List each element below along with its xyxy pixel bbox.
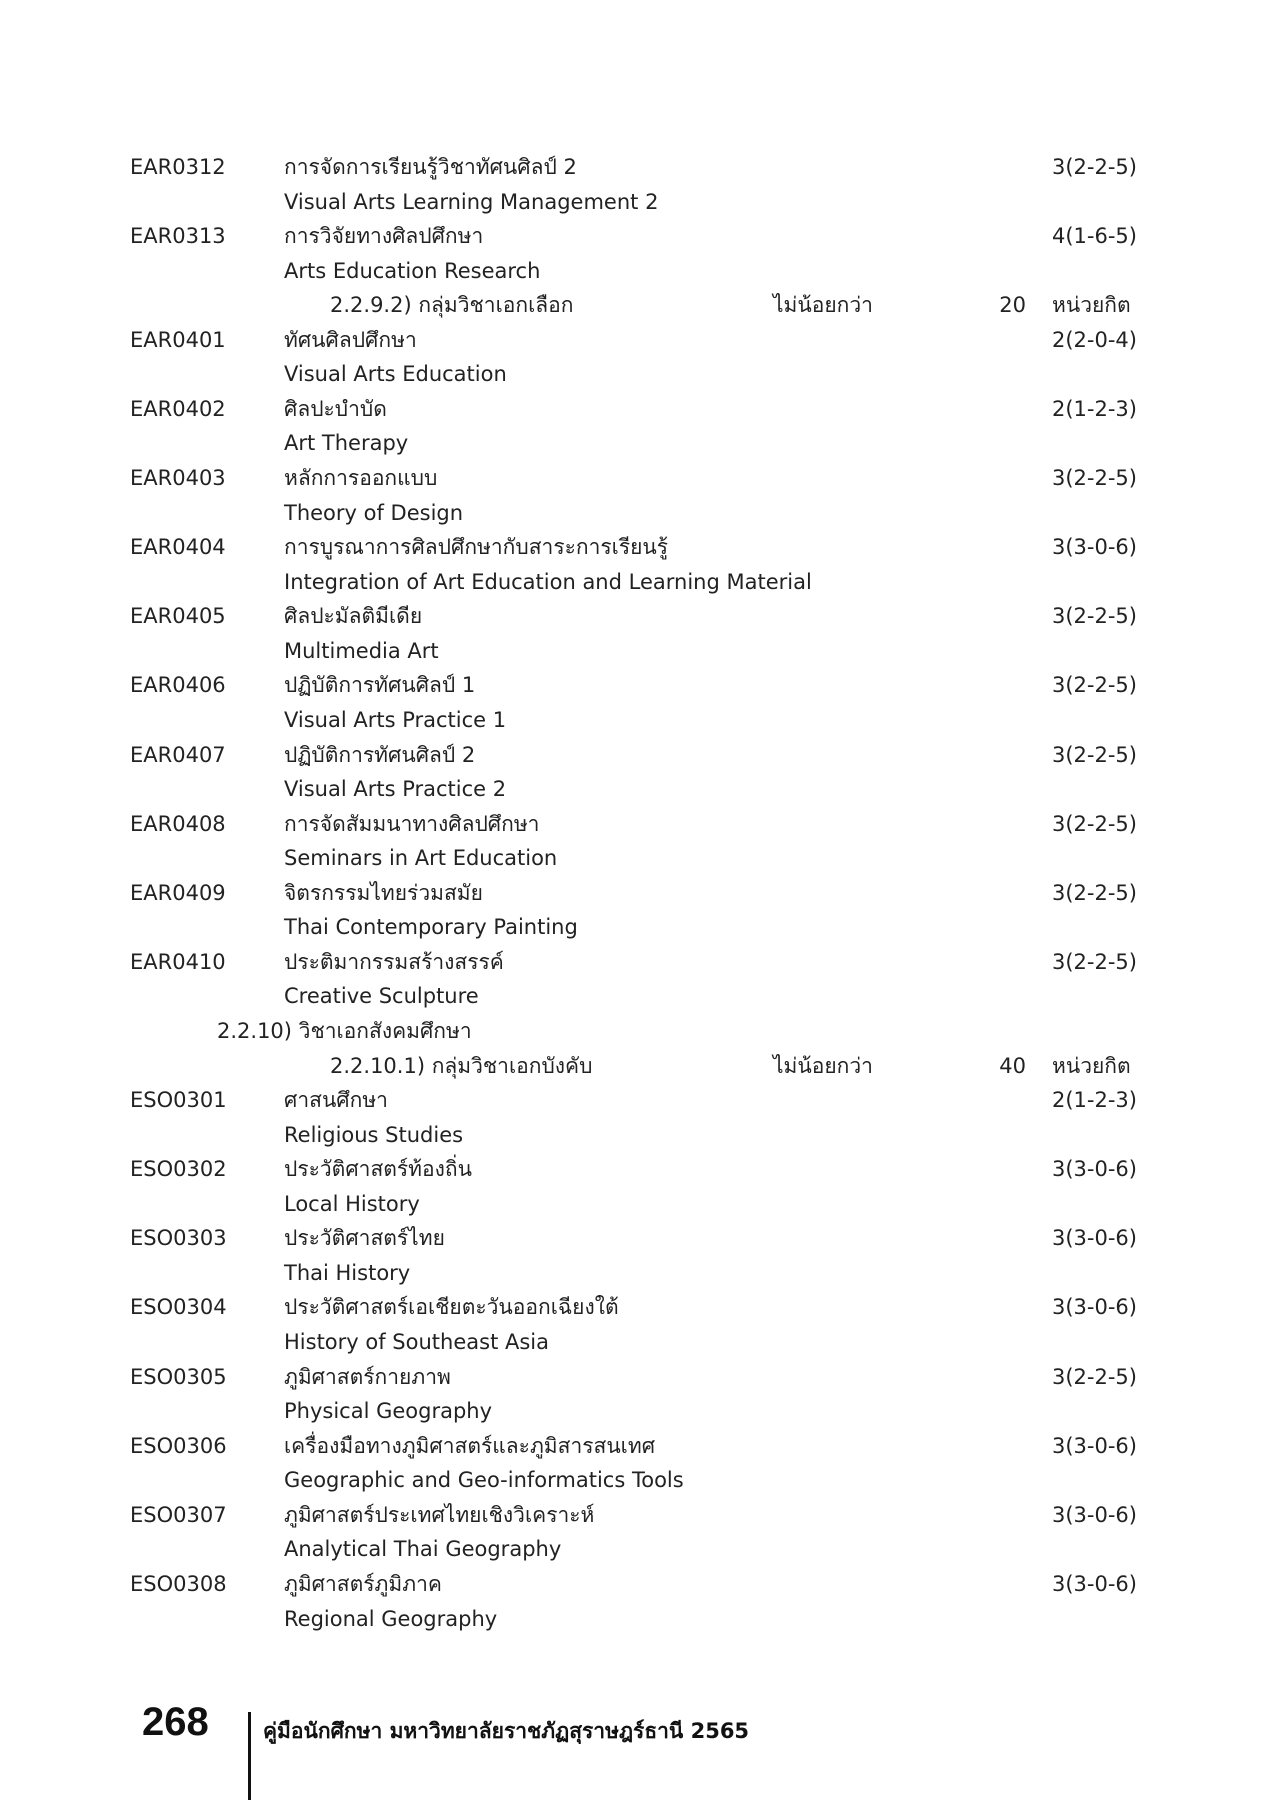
section-row (0, 1014, 1267, 1048)
course-credits: 3(2-2-5) (1052, 466, 1137, 491)
eng-row (0, 634, 1267, 668)
eng-row (0, 703, 1267, 737)
course-credits: 3(3-0-6) (1052, 1157, 1137, 1182)
course-name-thai: ประวัติศาสตร์ท้องถิ่น (284, 1157, 472, 1182)
eng-row (0, 426, 1267, 460)
course-credits: 3(3-0-6) (1052, 1433, 1137, 1458)
course-code: EAR0405 (130, 604, 226, 629)
course-name-english: Theory of Design (284, 500, 464, 525)
course-row (0, 945, 1267, 979)
section-heading: 2.2.10) วิชาเอกสังคมศึกษา (217, 1019, 472, 1043)
course-credits: 4(1-6-5) (1052, 224, 1137, 249)
course-row (0, 1221, 1267, 1255)
course-name-english: Creative Sculpture (284, 984, 479, 1009)
course-name-thai: ภูมิศาสตร์กายภาพ (284, 1364, 451, 1389)
group-label: 2.2.9.2) กลุ่มวิชาเอกเลือก (330, 293, 574, 318)
course-code: EAR0404 (130, 535, 226, 560)
eng-row (0, 496, 1267, 530)
group-credit-count: 20 (999, 293, 1026, 318)
group-minimum-label: ไม่น้อยกว่า (773, 1053, 873, 1078)
course-code: ESO0306 (130, 1433, 227, 1458)
course-name-thai: ปฏิบัติการทัศนศิลป์ 1 (284, 673, 476, 698)
course-code: ESO0302 (130, 1157, 227, 1182)
course-code: EAR0406 (130, 673, 226, 698)
course-row (0, 599, 1267, 633)
course-row (0, 392, 1267, 426)
course-name-thai: การจัดสัมมนาทางศิลปศึกษา (284, 811, 540, 836)
eng-row (0, 1463, 1267, 1497)
course-credits: 3(3-0-6) (1052, 535, 1137, 560)
course-code: EAR0408 (130, 811, 226, 836)
course-code: EAR0312 (130, 155, 226, 179)
eng-row (0, 1532, 1267, 1566)
course-name-thai: เครื่องมือทางภูมิศาสตร์และภูมิสารสนเทศ (284, 1433, 656, 1458)
course-credits: 3(2-2-5) (1052, 811, 1137, 836)
course-name-thai: การบูรณาการศิลปศึกษากับสาระการเรียนรู้ (284, 535, 669, 560)
course-name-english: Visual Arts Education (284, 362, 507, 387)
course-name-english: History of Southeast Asia (284, 1330, 549, 1355)
course-row (0, 1152, 1267, 1186)
course-row (0, 461, 1267, 495)
course-name-thai: ประวัติศาสตร์ไทย (284, 1226, 445, 1251)
course-name-thai: ภูมิศาสตร์ภูมิภาค (284, 1571, 442, 1596)
eng-row (0, 841, 1267, 875)
eng-row (0, 1394, 1267, 1428)
course-row (0, 1360, 1267, 1394)
course-row (0, 876, 1267, 910)
group-minimum-label: ไม่น้อยกว่า (773, 293, 873, 318)
course-row (0, 219, 1267, 253)
course-name-english: Visual Arts Practice 1 (284, 707, 507, 732)
course-row (0, 150, 1267, 184)
eng-row (0, 772, 1267, 806)
eng-row (0, 357, 1267, 391)
course-row (0, 1290, 1267, 1324)
course-name-english: Arts Education Research (284, 258, 541, 283)
course-code: EAR0313 (130, 224, 226, 249)
course-credits: 3(2-2-5) (1052, 742, 1137, 767)
eng-row (0, 1256, 1267, 1290)
course-name-english: Multimedia Art (284, 638, 439, 663)
course-code: EAR0401 (130, 327, 226, 352)
course-code: ESO0307 (130, 1502, 227, 1527)
course-credits: 2(1-2-3) (1052, 396, 1137, 421)
course-code: EAR0407 (130, 742, 226, 767)
course-name-english: Visual Arts Learning Management 2 (284, 189, 659, 214)
course-credits: 2(2-0-4) (1052, 327, 1137, 352)
course-name-thai: การวิจัยทางศิลปศึกษา (284, 224, 484, 249)
course-row (0, 1498, 1267, 1532)
course-credits: 3(2-2-5) (1052, 155, 1137, 179)
eng-row (0, 979, 1267, 1013)
course-row (0, 1083, 1267, 1117)
course-credits: 3(2-2-5) (1052, 604, 1137, 629)
eng-row (0, 254, 1267, 288)
course-name-english: Visual Arts Practice 2 (284, 777, 507, 802)
footer-title: คู่มือนักศึกษา มหาวิทยาลัยราชภัฏสุราษฎร์ธานี 2565 (263, 1719, 750, 1743)
course-row (0, 668, 1267, 702)
course-row (0, 530, 1267, 564)
course-name-english: Physical Geography (284, 1399, 493, 1424)
course-name-thai: ปฏิบัติการทัศนศิลป์ 2 (284, 742, 476, 767)
course-name-thai: ประติมากรรมสร้างสรรค์ (284, 949, 504, 974)
group-credit-unit: หน่วยกิต (1052, 293, 1131, 318)
eng-row (0, 1325, 1267, 1359)
course-name-thai: ศาสนศึกษา (284, 1088, 388, 1113)
page-number: 268 (142, 1700, 209, 1744)
course-code: EAR0410 (130, 949, 226, 974)
course-name-thai: หลักการออกแบบ (284, 466, 438, 491)
course-credits: 3(3-0-6) (1052, 1295, 1137, 1320)
eng-row (0, 1602, 1267, 1636)
group-row (0, 1049, 1267, 1083)
course-code: EAR0402 (130, 396, 226, 421)
course-name-thai: จิตรกรรมไทยร่วมสมัย (284, 880, 483, 905)
course-credits: 3(2-2-5) (1052, 880, 1137, 905)
course-code: EAR0403 (130, 466, 226, 491)
course-name-english: Local History (284, 1191, 420, 1216)
group-credit-count: 40 (999, 1053, 1026, 1078)
course-code: ESO0308 (130, 1571, 227, 1596)
course-code: ESO0304 (130, 1295, 227, 1320)
eng-row (0, 185, 1267, 219)
footer-divider (248, 1712, 251, 1800)
course-credits: 3(3-0-6) (1052, 1226, 1137, 1251)
course-row (0, 738, 1267, 772)
eng-row (0, 1118, 1267, 1152)
course-name-english: Thai History (284, 1260, 411, 1285)
course-row (0, 1567, 1267, 1601)
course-code: ESO0305 (130, 1364, 227, 1389)
course-name-english: Regional Geography (284, 1606, 498, 1631)
course-name-thai: ภูมิศาสตร์ประเทศไทยเชิงวิเคราะห์ (284, 1502, 595, 1527)
course-name-english: Integration of Art Education and Learning Material (284, 569, 812, 594)
group-row (0, 288, 1267, 322)
group-credit-unit: หน่วยกิต (1052, 1053, 1131, 1078)
course-name-english: Religious Studies (284, 1122, 464, 1147)
course-name-thai: ศิลปะบำบัด (284, 396, 387, 421)
course-code: EAR0409 (130, 880, 226, 905)
eng-row (0, 1187, 1267, 1221)
eng-row (0, 565, 1267, 599)
course-name-thai: ศิลปะมัลติมีเดีย (284, 604, 423, 629)
course-code: ESO0301 (130, 1088, 227, 1113)
course-credits: 3(2-2-5) (1052, 1364, 1137, 1389)
course-name-thai: การจัดการเรียนรู้วิชาทัศนศิลป์ 2 (284, 155, 577, 179)
course-credits: 3(3-0-6) (1052, 1571, 1137, 1596)
group-label: 2.2.10.1) กลุ่มวิชาเอกบังคับ (330, 1053, 593, 1078)
eng-row (0, 910, 1267, 944)
course-name-english: Analytical Thai Geography (284, 1537, 562, 1562)
course-name-thai: ประวัติศาสตร์เอเชียตะวันออกเฉียงใต้ (284, 1295, 619, 1320)
course-name-english: Thai Contemporary Painting (284, 915, 578, 940)
course-row (0, 807, 1267, 841)
course-row (0, 1429, 1267, 1463)
course-credits: 2(1-2-3) (1052, 1088, 1137, 1113)
course-code: ESO0303 (130, 1226, 227, 1251)
course-name-english: Seminars in Art Education (284, 846, 558, 871)
course-credits: 3(2-2-5) (1052, 673, 1137, 698)
course-name-english: Geographic and Geo-informatics Tools (284, 1468, 684, 1493)
course-credits: 3(3-0-6) (1052, 1502, 1137, 1527)
course-name-thai: ทัศนศิลปศึกษา (284, 327, 417, 352)
course-name-english: Art Therapy (284, 431, 409, 456)
course-row (0, 323, 1267, 357)
course-credits: 3(2-2-5) (1052, 949, 1137, 974)
